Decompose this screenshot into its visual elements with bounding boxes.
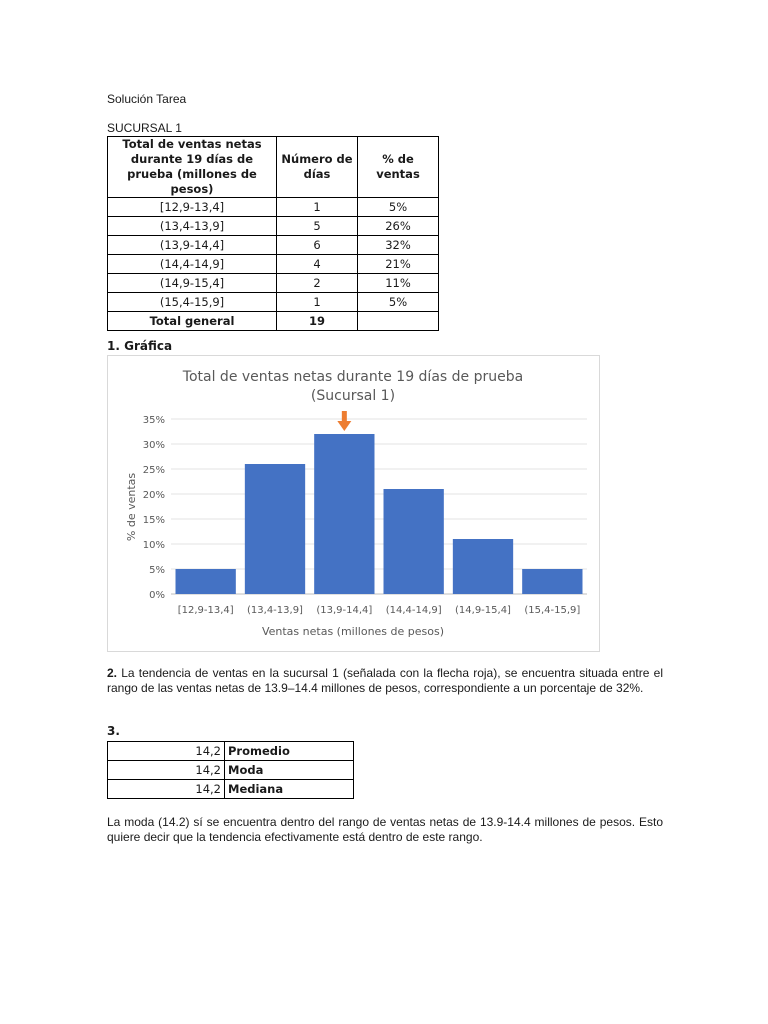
stats-row	[108, 780, 354, 799]
total-label: Total general	[108, 312, 277, 331]
stat-value: 14,2	[108, 761, 225, 780]
bar-chart	[107, 355, 600, 652]
x-tick-label: (13,4-13,9]	[247, 605, 303, 616]
stats-row	[108, 761, 354, 780]
cell-days: 6	[277, 236, 358, 255]
cell-percent: 11%	[358, 274, 439, 293]
cell-range: (15,4-15,9]	[108, 293, 277, 312]
cell-days: 1	[277, 293, 358, 312]
section-1-number: 1.	[107, 339, 120, 353]
x-tick-label: [12,9-13,4]	[177, 605, 234, 616]
cell-range: (14,4-14,9]	[108, 255, 277, 274]
table-total-row	[108, 312, 439, 331]
cell-days: 1	[277, 198, 358, 217]
table-header-row	[108, 137, 439, 198]
section-1-heading	[107, 339, 172, 353]
chart-subtitle: (Sucursal 1)	[310, 388, 396, 404]
stat-label: Mediana	[225, 780, 354, 799]
table-row	[108, 236, 439, 255]
y-tick-label: 5%	[149, 565, 165, 576]
chart-title: Total de ventas netas durante 19 días de prueba	[182, 369, 524, 385]
header-dias: Número de días	[277, 137, 358, 198]
document-title: Solución Tarea	[107, 92, 187, 106]
cell-percent: 26%	[358, 217, 439, 236]
x-tick-label: (14,9-15,4]	[455, 605, 511, 616]
bar	[522, 569, 582, 594]
header-porcentaje: % de ventas	[358, 137, 439, 198]
bar	[176, 569, 236, 594]
cell-days: 5	[277, 217, 358, 236]
y-tick-label: 15%	[142, 515, 165, 526]
table-row	[108, 293, 439, 312]
stats-table	[107, 741, 354, 799]
section-2-number: 2.	[107, 666, 118, 680]
x-tick-label: (15,4-15,9]	[524, 605, 581, 616]
cell-days: 4	[277, 255, 358, 274]
stat-value: 14,2	[108, 742, 225, 761]
cell-percent: 5%	[358, 198, 439, 217]
header-ventas: Total de ventas netas durante 19 días de prueba (millones de pesos)	[108, 137, 277, 198]
total-percent	[358, 312, 439, 331]
section-2-paragraph	[107, 666, 663, 696]
cell-range: (13,4-13,9]	[108, 217, 277, 236]
y-tick-label: 20%	[142, 490, 165, 501]
sucursal-label: SUCURSAL 1	[107, 121, 182, 135]
cell-range: (13,9-14,4]	[108, 236, 277, 255]
total-days: 19	[277, 312, 358, 331]
section-1-title: Gráfica	[124, 339, 173, 353]
y-tick-label: 10%	[142, 540, 165, 551]
y-tick-label: 0%	[149, 590, 165, 601]
y-axis-label: % de ventas	[125, 472, 138, 542]
cell-range: [12,9-13,4]	[108, 198, 277, 217]
stats-row	[108, 742, 354, 761]
stat-label: Moda	[225, 761, 354, 780]
conclusion-paragraph: La moda (14.2) sí se encuentra dentro del rango de ventas netas de 13.9-14.4 millones de pesos. Esto quiere decir que la tendencia efectivamente está dentro de este rango.	[107, 815, 663, 844]
cell-percent: 21%	[358, 255, 439, 274]
table-row	[108, 198, 439, 217]
cell-range: (14,9-15,4]	[108, 274, 277, 293]
cell-percent: 5%	[358, 293, 439, 312]
chart-container	[107, 355, 600, 652]
bar	[314, 434, 374, 594]
cell-days: 2	[277, 274, 358, 293]
section-2-text: La tendencia de ventas en la sucursal 1 (señalada con la flecha roja), se encuentra situada entre el rango de las ventas netas de 13.9–14.4 millones de pesos, correspondiente a un porcentaje de 32%.	[107, 666, 663, 695]
x-tick-label: (14,4-14,9]	[385, 605, 442, 616]
y-tick-label: 30%	[142, 440, 165, 451]
table-row	[108, 255, 439, 274]
y-tick-label: 35%	[142, 415, 165, 426]
bar	[453, 539, 513, 594]
cell-percent: 32%	[358, 236, 439, 255]
y-tick-label: 25%	[142, 465, 165, 476]
stat-label: Promedio	[225, 742, 354, 761]
x-tick-label: (13,9-14,4]	[316, 605, 373, 616]
bar	[384, 489, 444, 594]
section-3-heading: 3.	[107, 724, 120, 738]
frequency-table	[107, 136, 439, 331]
stat-value: 14,2	[108, 780, 225, 799]
bar	[245, 464, 305, 594]
table-row	[108, 217, 439, 236]
table-row	[108, 274, 439, 293]
x-axis-label: Ventas netas (millones de pesos)	[261, 625, 445, 638]
